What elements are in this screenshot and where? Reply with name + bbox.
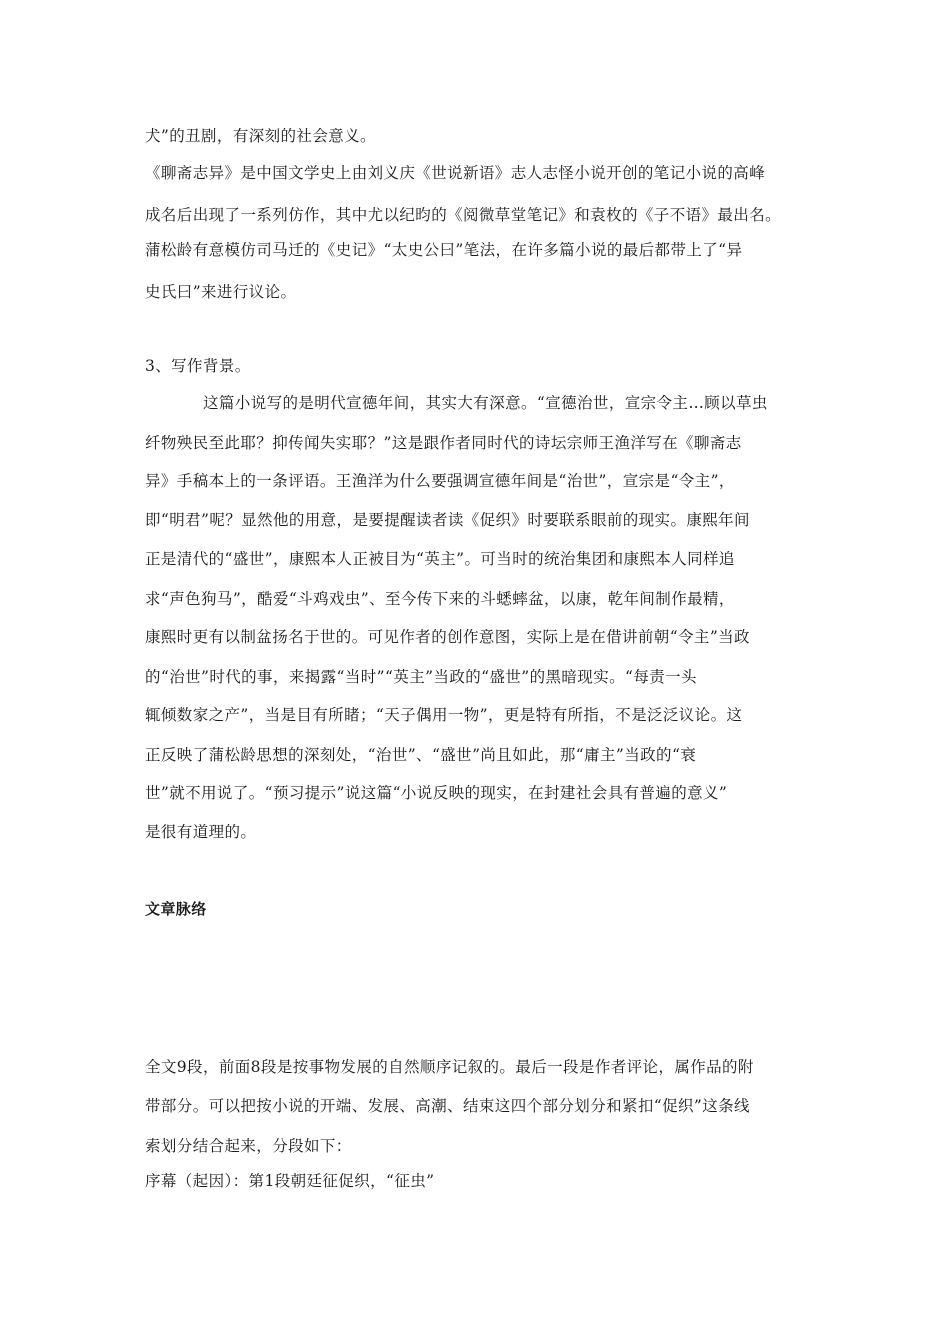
paragraph-line: 犬”的丑剧，有深刻的社会意义。 [145,127,376,145]
paragraph-line: 序幕（起因）：第1段朝廷征促织，“征虫” [145,1172,435,1190]
paragraph-line: 康熙时更有以制盆扬名于世的。可见作者的创作意图，实际上是在借讲前朝“令主”当政 [145,628,750,646]
paragraph-line: 辄倾数家之产”，当是目有所睹；“天子偶用一物”，更是特有所指，不是泛泛议论。这 [145,706,743,724]
paragraph-line: 即“明君”呢？显然他的用意，是要提醒读者读《促织》时要联系眼前的现实。康熙年间 [145,511,750,529]
section-heading-structure: 文章脉络 [145,900,207,918]
paragraph-line: 正是清代的“盛世”，康熙本人正被目为“英主”。可当时的统治集团和康熙本人同样追 [145,550,735,568]
paragraph-line: 全文9段，前面8段是按事物发展的自然顺序记叙的。最后一段是作者评论，属作品的附 [145,1058,754,1076]
paragraph-line: 是很有道理的。 [145,823,257,841]
paragraph-line: 世”就不用说了。“预习提示”说这篇“小说反映的现实，在封建社会具有普遍的意义” [145,784,728,802]
paragraph-line: 带部分。可以把按小说的开端、发展、高潮、结束这四个部分划分和紧扣“促织”这条线 [145,1097,750,1115]
paragraph-line: 蒲松龄有意模仿司马迁的《史记》“太史公曰”笔法，在许多篇小说的最后都带上了“异 [145,241,743,259]
paragraph-line: 史氏曰”来进行议论。 [145,283,297,301]
paragraph-line: 索划分结合起来，分段如下： [145,1137,352,1155]
section-heading-background: 3、写作背景。 [145,357,251,375]
paragraph-line: 成名后出现了一系列仿作，其中尤以纪昀的《阅微草堂笔记》和袁枚的《子不语》最出名。 [145,206,782,224]
paragraph-line: 求“声色狗马”，酷爱“斗鸡戏虫”、至今传下来的斗蟋蟀盆，以康，乾年间制作最精， [145,590,735,608]
paragraph-line: 这篇小说写的是明代宣德年间，其实大有深意。“宣德治世，宣宗令主…顾以草虫 [203,394,768,412]
paragraph-line: 的“治世”时代的事，来揭露“当时”“英主”当政的“盛世”的黑暗现实。“每责一头 [145,668,697,686]
paragraph-line: 《聊斋志异》是中国文学史上由刘义庆《世说新语》志人志怪小说开创的笔记小说的高峰 [145,164,766,182]
paragraph-line: 纤物殃民至此耶？抑传闻失实耶？”这是跟作者同时代的诗坛宗师王渔洋写在《聊斋志 [145,434,742,452]
paragraph-line: 正反映了蒲松龄思想的深刻处，“治世”、“盛世”尚且如此，那“庸主”当政的“衰 [145,746,697,764]
paragraph-line: 异》手稿本上的一条评语。王渔洋为什么要强调宣德年间是“治世”，宣宗是“令主”， [145,472,735,490]
